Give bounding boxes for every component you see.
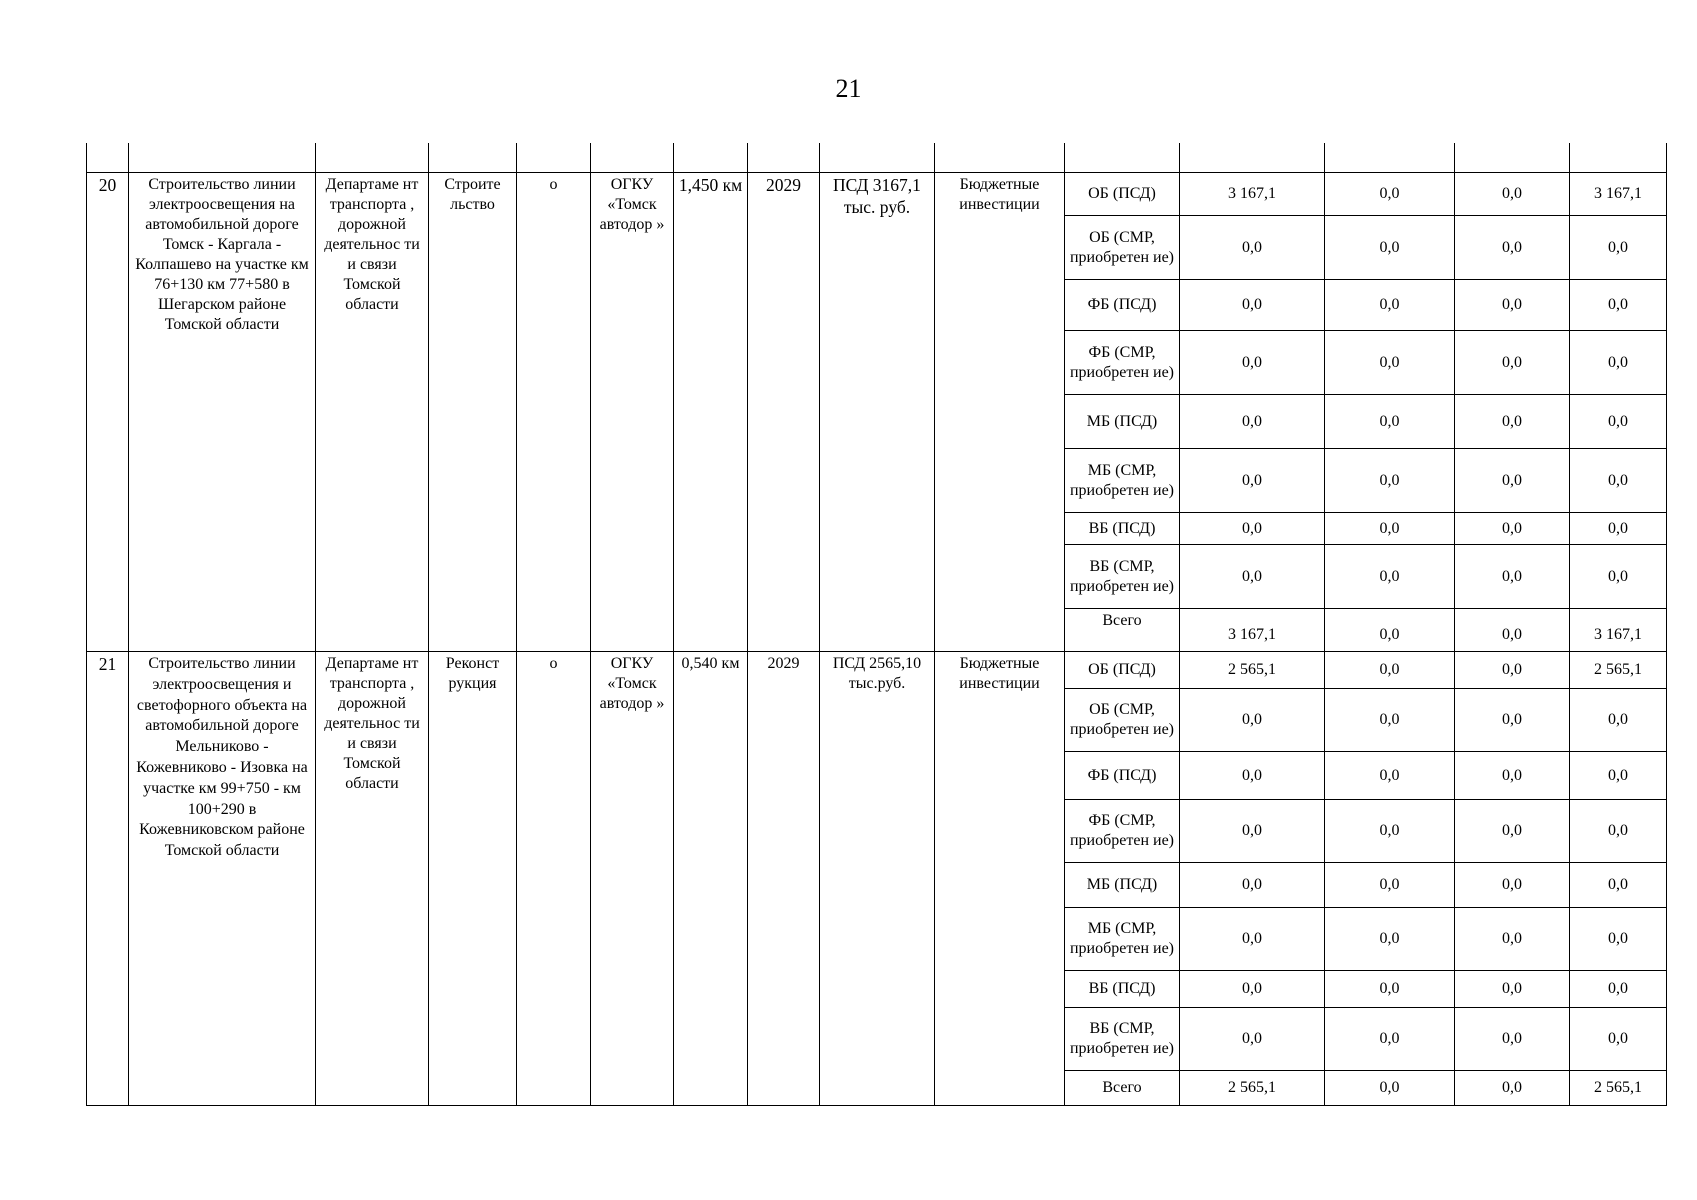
value-cell: 0,0 <box>1325 689 1455 752</box>
value-cell: 0,0 <box>1455 908 1570 971</box>
value-cell: 0,0 <box>1455 331 1570 395</box>
object-name: Строительство линии электроосвещения и светофорного объекта на автомобильной дороге Мельниково - Кожевниково - Изовка на участке км 99+750 - км 100+290 в Кожевниковском районе Томской области <box>129 652 316 1106</box>
value-cell: 0,0 <box>1325 173 1455 216</box>
value-cell: 0,0 <box>1325 513 1455 545</box>
value-cell: 0,0 <box>1455 800 1570 863</box>
value-cell: 0,0 <box>1325 609 1455 652</box>
source-label: МБ (ПСД) <box>1065 395 1180 449</box>
value-cell: 0,0 <box>1455 216 1570 280</box>
value-cell: 0,0 <box>1325 1071 1455 1106</box>
value-cell: 3 167,1 <box>1180 609 1325 652</box>
value-cell: 0,0 <box>1325 216 1455 280</box>
value-cell: 0,0 <box>1325 908 1455 971</box>
value-cell: 2 565,1 <box>1570 652 1667 689</box>
value-cell: 0,0 <box>1570 280 1667 331</box>
value-cell: 0,0 <box>1570 331 1667 395</box>
value-cell: 0,0 <box>1325 652 1455 689</box>
source-label: ВБ (СМР, приобретен ие) <box>1065 1008 1180 1071</box>
mark: о <box>517 173 591 652</box>
value-cell: 0,0 <box>1180 971 1325 1008</box>
source-label: ОБ (СМР, приобретен ие) <box>1065 216 1180 280</box>
source-label: ВБ (ПСД) <box>1065 971 1180 1008</box>
source-label: ОБ (ПСД) <box>1065 652 1180 689</box>
value-cell: 0,0 <box>1180 280 1325 331</box>
value-cell: 0,0 <box>1180 216 1325 280</box>
source-label: ОБ (СМР, приобретен ие) <box>1065 689 1180 752</box>
value-cell: 2 565,1 <box>1180 652 1325 689</box>
executor: ОГКУ «Томск автодор » <box>591 652 674 1106</box>
value-cell: 2 565,1 <box>1180 1071 1325 1106</box>
mark: о <box>517 652 591 1106</box>
value-cell: 0,0 <box>1570 216 1667 280</box>
work-type: Строите льство <box>429 173 517 652</box>
source-label: МБ (СМР, приобретен ие) <box>1065 908 1180 971</box>
table-row <box>87 173 1667 216</box>
value-cell: 0,0 <box>1180 545 1325 609</box>
source-label: МБ (ПСД) <box>1065 863 1180 908</box>
value-cell: 0,0 <box>1180 752 1325 800</box>
investment-form: Бюджетные инвестиции <box>935 173 1065 652</box>
value-cell: 0,0 <box>1455 280 1570 331</box>
value-cell: 0,0 <box>1570 513 1667 545</box>
value-cell: 0,0 <box>1180 800 1325 863</box>
investment-table <box>86 143 1667 1106</box>
value-cell: 0,0 <box>1455 863 1570 908</box>
table-row <box>87 652 1667 689</box>
value-cell: 0,0 <box>1325 545 1455 609</box>
capacity: 1,450 км <box>674 173 748 652</box>
value-cell: 0,0 <box>1455 1008 1570 1071</box>
value-cell: 0,0 <box>1455 395 1570 449</box>
value-cell: 0,0 <box>1455 513 1570 545</box>
capacity: 0,540 км <box>674 652 748 1106</box>
work-type: Реконст рукция <box>429 652 517 1106</box>
value-cell: 0,0 <box>1570 395 1667 449</box>
value-cell: 0,0 <box>1325 331 1455 395</box>
row-number: 20 <box>87 173 129 652</box>
value-cell: 0,0 <box>1180 331 1325 395</box>
value-cell: 0,0 <box>1325 1008 1455 1071</box>
year: 2029 <box>748 173 820 652</box>
object-name: Строительство линии электроосвещения на автомобильной дороге Томск - Каргала - Колпашево на участке км 76+130 км 77+580 в Шегарском районе Томской области <box>129 173 316 652</box>
value-cell: 0,0 <box>1570 908 1667 971</box>
value-cell: 3 167,1 <box>1570 609 1667 652</box>
value-cell: 0,0 <box>1455 609 1570 652</box>
source-label: ФБ (СМР, приобретен ие) <box>1065 331 1180 395</box>
investment-form: Бюджетные инвестиции <box>935 652 1065 1106</box>
value-cell: 0,0 <box>1570 545 1667 609</box>
source-label: ФБ (СМР, приобретен ие) <box>1065 800 1180 863</box>
value-cell: 0,0 <box>1455 652 1570 689</box>
value-cell: 0,0 <box>1325 395 1455 449</box>
value-cell: 0,0 <box>1325 971 1455 1008</box>
value-cell: 0,0 <box>1325 863 1455 908</box>
value-cell: 0,0 <box>1455 449 1570 513</box>
value-cell: 0,0 <box>1570 971 1667 1008</box>
value-cell: 0,0 <box>1180 863 1325 908</box>
value-cell: 0,0 <box>1325 449 1455 513</box>
value-cell: 0,0 <box>1570 1008 1667 1071</box>
value-cell: 2 565,1 <box>1570 1071 1667 1106</box>
source-label-total: Всего <box>1065 609 1180 652</box>
value-cell: 0,0 <box>1180 1008 1325 1071</box>
customer: Департаме нт транспорта , дорожной деятельнос ти и связи Томской области <box>316 173 429 652</box>
value-cell: 0,0 <box>1570 800 1667 863</box>
estimated-cost: ПСД 2565,10 тыс.руб. <box>820 652 935 1106</box>
customer: Департаме нт транспорта , дорожной деятельнос ти и связи Томской области <box>316 652 429 1106</box>
source-label: ФБ (ПСД) <box>1065 280 1180 331</box>
table-header-stub <box>87 143 1667 173</box>
value-cell: 3 167,1 <box>1570 173 1667 216</box>
source-label: ВБ (ПСД) <box>1065 513 1180 545</box>
value-cell: 0,0 <box>1455 1071 1570 1106</box>
source-label: ФБ (ПСД) <box>1065 752 1180 800</box>
value-cell: 0,0 <box>1180 513 1325 545</box>
source-label: ОБ (ПСД) <box>1065 173 1180 216</box>
year: 2029 <box>748 652 820 1106</box>
source-label: ВБ (СМР, приобретен ие) <box>1065 545 1180 609</box>
value-cell: 0,0 <box>1570 752 1667 800</box>
value-cell: 0,0 <box>1180 908 1325 971</box>
row-number: 21 <box>87 652 129 1106</box>
value-cell: 0,0 <box>1455 173 1570 216</box>
value-cell: 0,0 <box>1180 449 1325 513</box>
executor: ОГКУ «Томск автодор » <box>591 173 674 652</box>
page-number: 21 <box>835 74 862 103</box>
value-cell: 0,0 <box>1325 280 1455 331</box>
source-label: МБ (СМР, приобретен ие) <box>1065 449 1180 513</box>
value-cell: 0,0 <box>1325 752 1455 800</box>
value-cell: 0,0 <box>1325 800 1455 863</box>
value-cell: 0,0 <box>1570 449 1667 513</box>
source-label-total: Всего <box>1065 1071 1180 1106</box>
value-cell: 0,0 <box>1455 545 1570 609</box>
value-cell: 0,0 <box>1180 395 1325 449</box>
value-cell: 0,0 <box>1455 689 1570 752</box>
value-cell: 0,0 <box>1180 689 1325 752</box>
value-cell: 0,0 <box>1455 752 1570 800</box>
estimated-cost: ПСД 3167,1 тыс. руб. <box>820 173 935 652</box>
value-cell: 3 167,1 <box>1180 173 1325 216</box>
value-cell: 0,0 <box>1455 971 1570 1008</box>
value-cell: 0,0 <box>1570 863 1667 908</box>
value-cell: 0,0 <box>1570 689 1667 752</box>
